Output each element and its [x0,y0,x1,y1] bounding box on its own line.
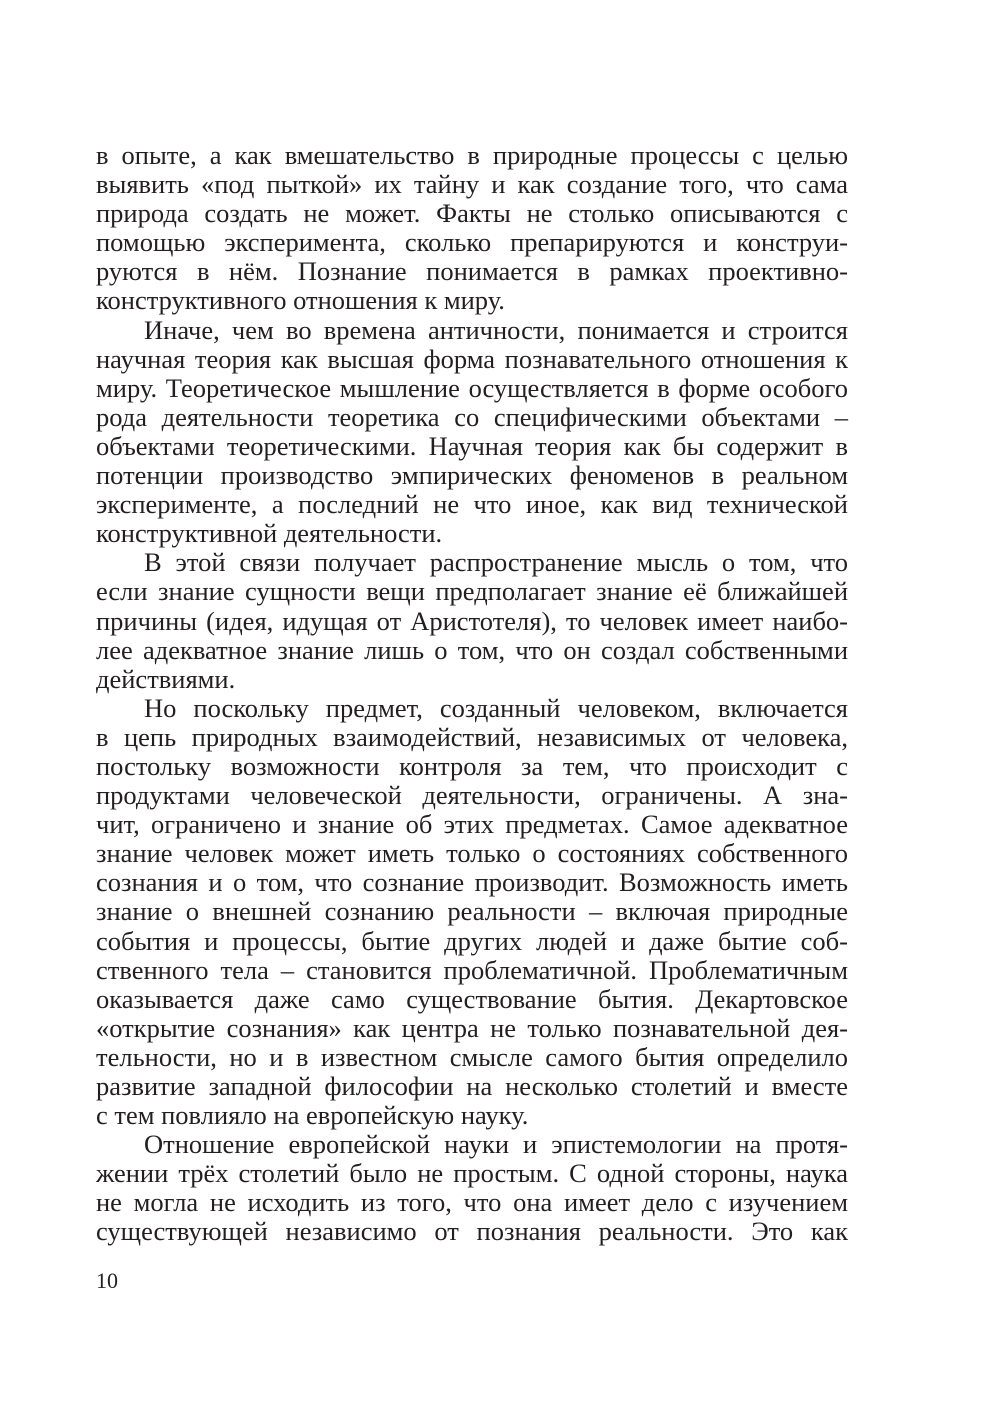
text-line: научная теория как высшая форма познавательного отношения к [96,343,848,374]
paragraph-3 [96,548,848,693]
text-line: развитие западной философии на несколько столетий и вместе [96,1071,848,1101]
text-line: действиями. [96,663,236,694]
text-line: руются в нём. Познание понимается в рамках проективно- [96,256,848,287]
text-line: знание о внешней сознанию реальности – включая природные [96,896,848,927]
text-line: конструктивного отношения к миру. [96,285,505,316]
text-line: природа создать не может. Факты не столько описываются с [96,198,848,229]
text-line: Отношение европейской науки и эпистемологии на протя- [144,1129,848,1160]
paragraph-1 [96,141,848,316]
text-line: продуктами человеческой деятельности, ограничены. А зна- [96,780,848,811]
text-line: выявить «под пыткой» их тайну и как создание того, что сама [96,169,848,200]
text-line: Иначе, чем во времена античности, понимается и строится [144,314,848,345]
text-line: события и процессы, бытие других людей и даже бытие соб- [96,925,848,956]
text-line: знание человек может иметь только о состояниях собственного [96,838,848,869]
text-line: «открытие сознания» как центра не только познавательной дея- [96,1012,848,1043]
paragraph-2 [96,316,848,549]
text-line: сознания и о том, что сознание производит. Возможность иметь [96,867,848,898]
text-line: оказывается даже само существование бытия. Декартовское [96,983,848,1014]
text-line: постольку возможности контроля за тем, что происходит с [96,750,848,781]
text-line: ственного тела – становится проблематичной. Проблематичным [96,954,848,985]
text-line: помощью эксперимента, сколько препарируются и конструи- [96,227,848,258]
text-line: в цепь природных взаимодействий, независимых от человека, [96,721,848,752]
text-line: эксперименте, а последний не что иное, как вид технической [96,489,848,520]
text-line: лее адекватное знание лишь о том, что он создал собственными [96,634,848,665]
text-line: жении трёх столетий было не простым. С одной стороны, наука [96,1158,848,1189]
paragraph-5 [96,1130,848,1246]
text-line: потенции производство эмпирических феноменов в реальном [96,460,848,491]
text-line: в опыте, а как вмешательство в природные процессы с целью [96,140,848,170]
text-line: объектами теоретическими. Научная теория как бы содержит в [96,430,848,461]
text-line: рода деятельности теоретика со специфическими объектами – [96,401,848,432]
body-text [96,141,848,1247]
text-line: Но поскольку предмет, созданный человеком, включается [144,692,848,723]
text-line: конструктивной деятельности. [96,518,443,549]
page-number: 10 [96,1268,118,1293]
text-line: В этой связи получает распространение мысль о том, что [144,547,848,578]
text-line: миру. Теоретическое мышление осуществляется в форме особого [96,372,848,403]
text-line: существующей независимо от познания реальности. Это как [96,1216,848,1247]
text-line: с тем повлияло на европейскую науку. [96,1100,529,1131]
text-line: причины (идея, идущая от Аристотеля), то человек имеет наибо- [96,605,848,636]
text-line: тельности, но и в известном смысле самого бытия определило [96,1041,848,1072]
text-line: чит, ограничено и знание об этих предметах. Самое адекватное [96,809,848,840]
text-line: не могла не исходить из того, что она имеет дело с изучением [96,1187,848,1218]
paragraph-4 [96,694,848,1130]
text-line: если знание сущности вещи предполагает знание её ближайшей [96,576,848,607]
